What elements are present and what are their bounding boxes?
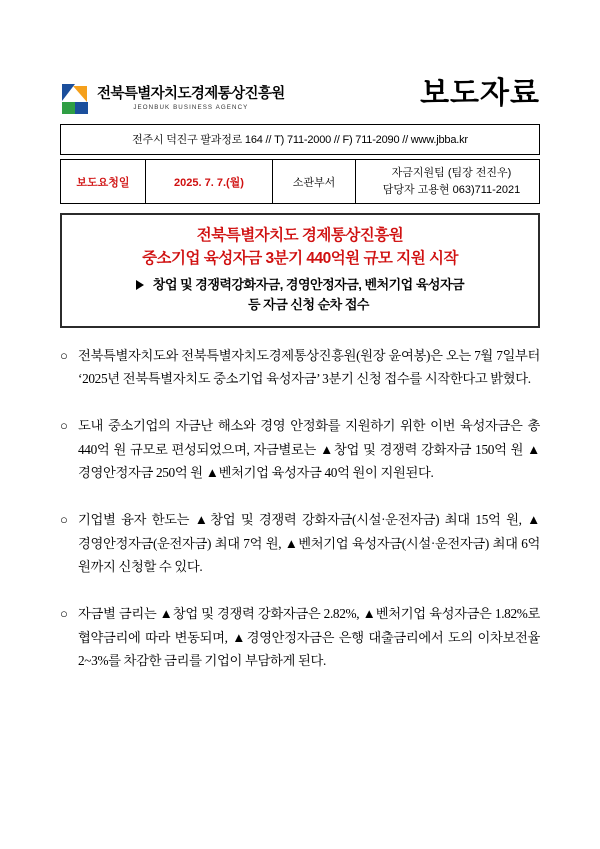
headline-line-2: 중소기업 육성자금 3분기 440억원 규모 지원 시작: [142, 250, 458, 268]
document-type-title: 보도자료: [420, 77, 540, 110]
circle-bullet-icon: ○: [60, 347, 68, 363]
paragraph-text: 전북특별자치도와 전북특별자치도경제통상진흥원(원장 윤여봉)은 오는 7월 7일부터 ‘2025년 전북특별자치도 중소기업 육성자금’ 3분기 신청 접수를 시작한다고 밝혔다.: [78, 347, 540, 387]
list-item: [60, 414, 540, 485]
paragraph-text: 자금별 금리는 ▲창업 및 경쟁력 강화자금은 2.82%, ▲벤처기업 육성자금은 1.82%로 협약금리에 따라 변동되며, ▲경영안정자금은 은행 대출금리에서 도의 이차보전율 2~3%를 차감한 금리를 기업이 부담하게 된다.: [78, 606, 540, 669]
organization-name-kr: 전북특별자치도경제통상진흥원: [97, 85, 285, 102]
subheadline-lines: [153, 275, 464, 315]
headline-line-1: 전북특별자치도 경제통상진흥원: [196, 227, 404, 244]
headline-box: [60, 213, 540, 328]
circle-bullet-icon: ○: [60, 606, 68, 622]
body-content: [60, 344, 540, 673]
department-line-1: 자금지원팀 (팀장 전진우): [391, 167, 512, 179]
organization-name-en: JEONBUK BUSINESS AGENCY: [133, 103, 249, 111]
department-value: [356, 160, 540, 204]
jbba-logo-icon: [62, 84, 90, 114]
list-item: [60, 602, 540, 673]
subheadline-block: [72, 275, 528, 315]
triangle-bullet-icon: [136, 280, 144, 290]
list-item: [60, 344, 540, 391]
department-label: 소관부서: [273, 160, 356, 204]
paragraph-text: 도내 중소기업의 자금난 해소와 경영 안정화를 지원하기 위한 이번 육성자금은 총 440억 원 규모로 편성되었으며, 자금별로는 ▲창업 및 경쟁력 강화자금 150억 원 ▲경영안정자금 250억 원 ▲벤처기업 육성자금 40억 원이 지원된다.: [78, 418, 540, 481]
masthead: [60, 60, 540, 114]
table-row: [61, 160, 540, 204]
list-item: [60, 508, 540, 579]
subheadline-line-2: 등 자금 신청 순차 접수: [248, 296, 369, 312]
request-date-value: 2025. 7. 7.(월): [146, 160, 273, 204]
circle-bullet-icon: ○: [60, 512, 68, 528]
organization-name-block: [97, 87, 285, 112]
department-line-2: 담당자 고용현 063)711-2021: [382, 183, 521, 196]
subheadline-line-1: 창업 및 경쟁력강화자금, 경영안정자금, 벤처기업 육성자금: [152, 276, 465, 292]
paragraph-text: 기업별 융자 한도는 ▲창업 및 경쟁력 강화자금(시설·운전자금) 최대 15억 원, ▲경영안정자금(운전자금) 최대 7억 원, ▲벤처기업 육성자금(시설·운전자금) 최대 6억 원까지 신청할 수 있다.: [78, 512, 540, 575]
info-table: [60, 159, 540, 204]
organization-logo: [60, 84, 285, 114]
request-date-label: 보도요청일: [61, 160, 146, 204]
contact-bar: 전주시 덕진구 팔과정로 164 // T) 711-2000 // F) 711-2090 // www.jbba.kr: [60, 124, 540, 155]
circle-bullet-icon: ○: [60, 418, 68, 434]
